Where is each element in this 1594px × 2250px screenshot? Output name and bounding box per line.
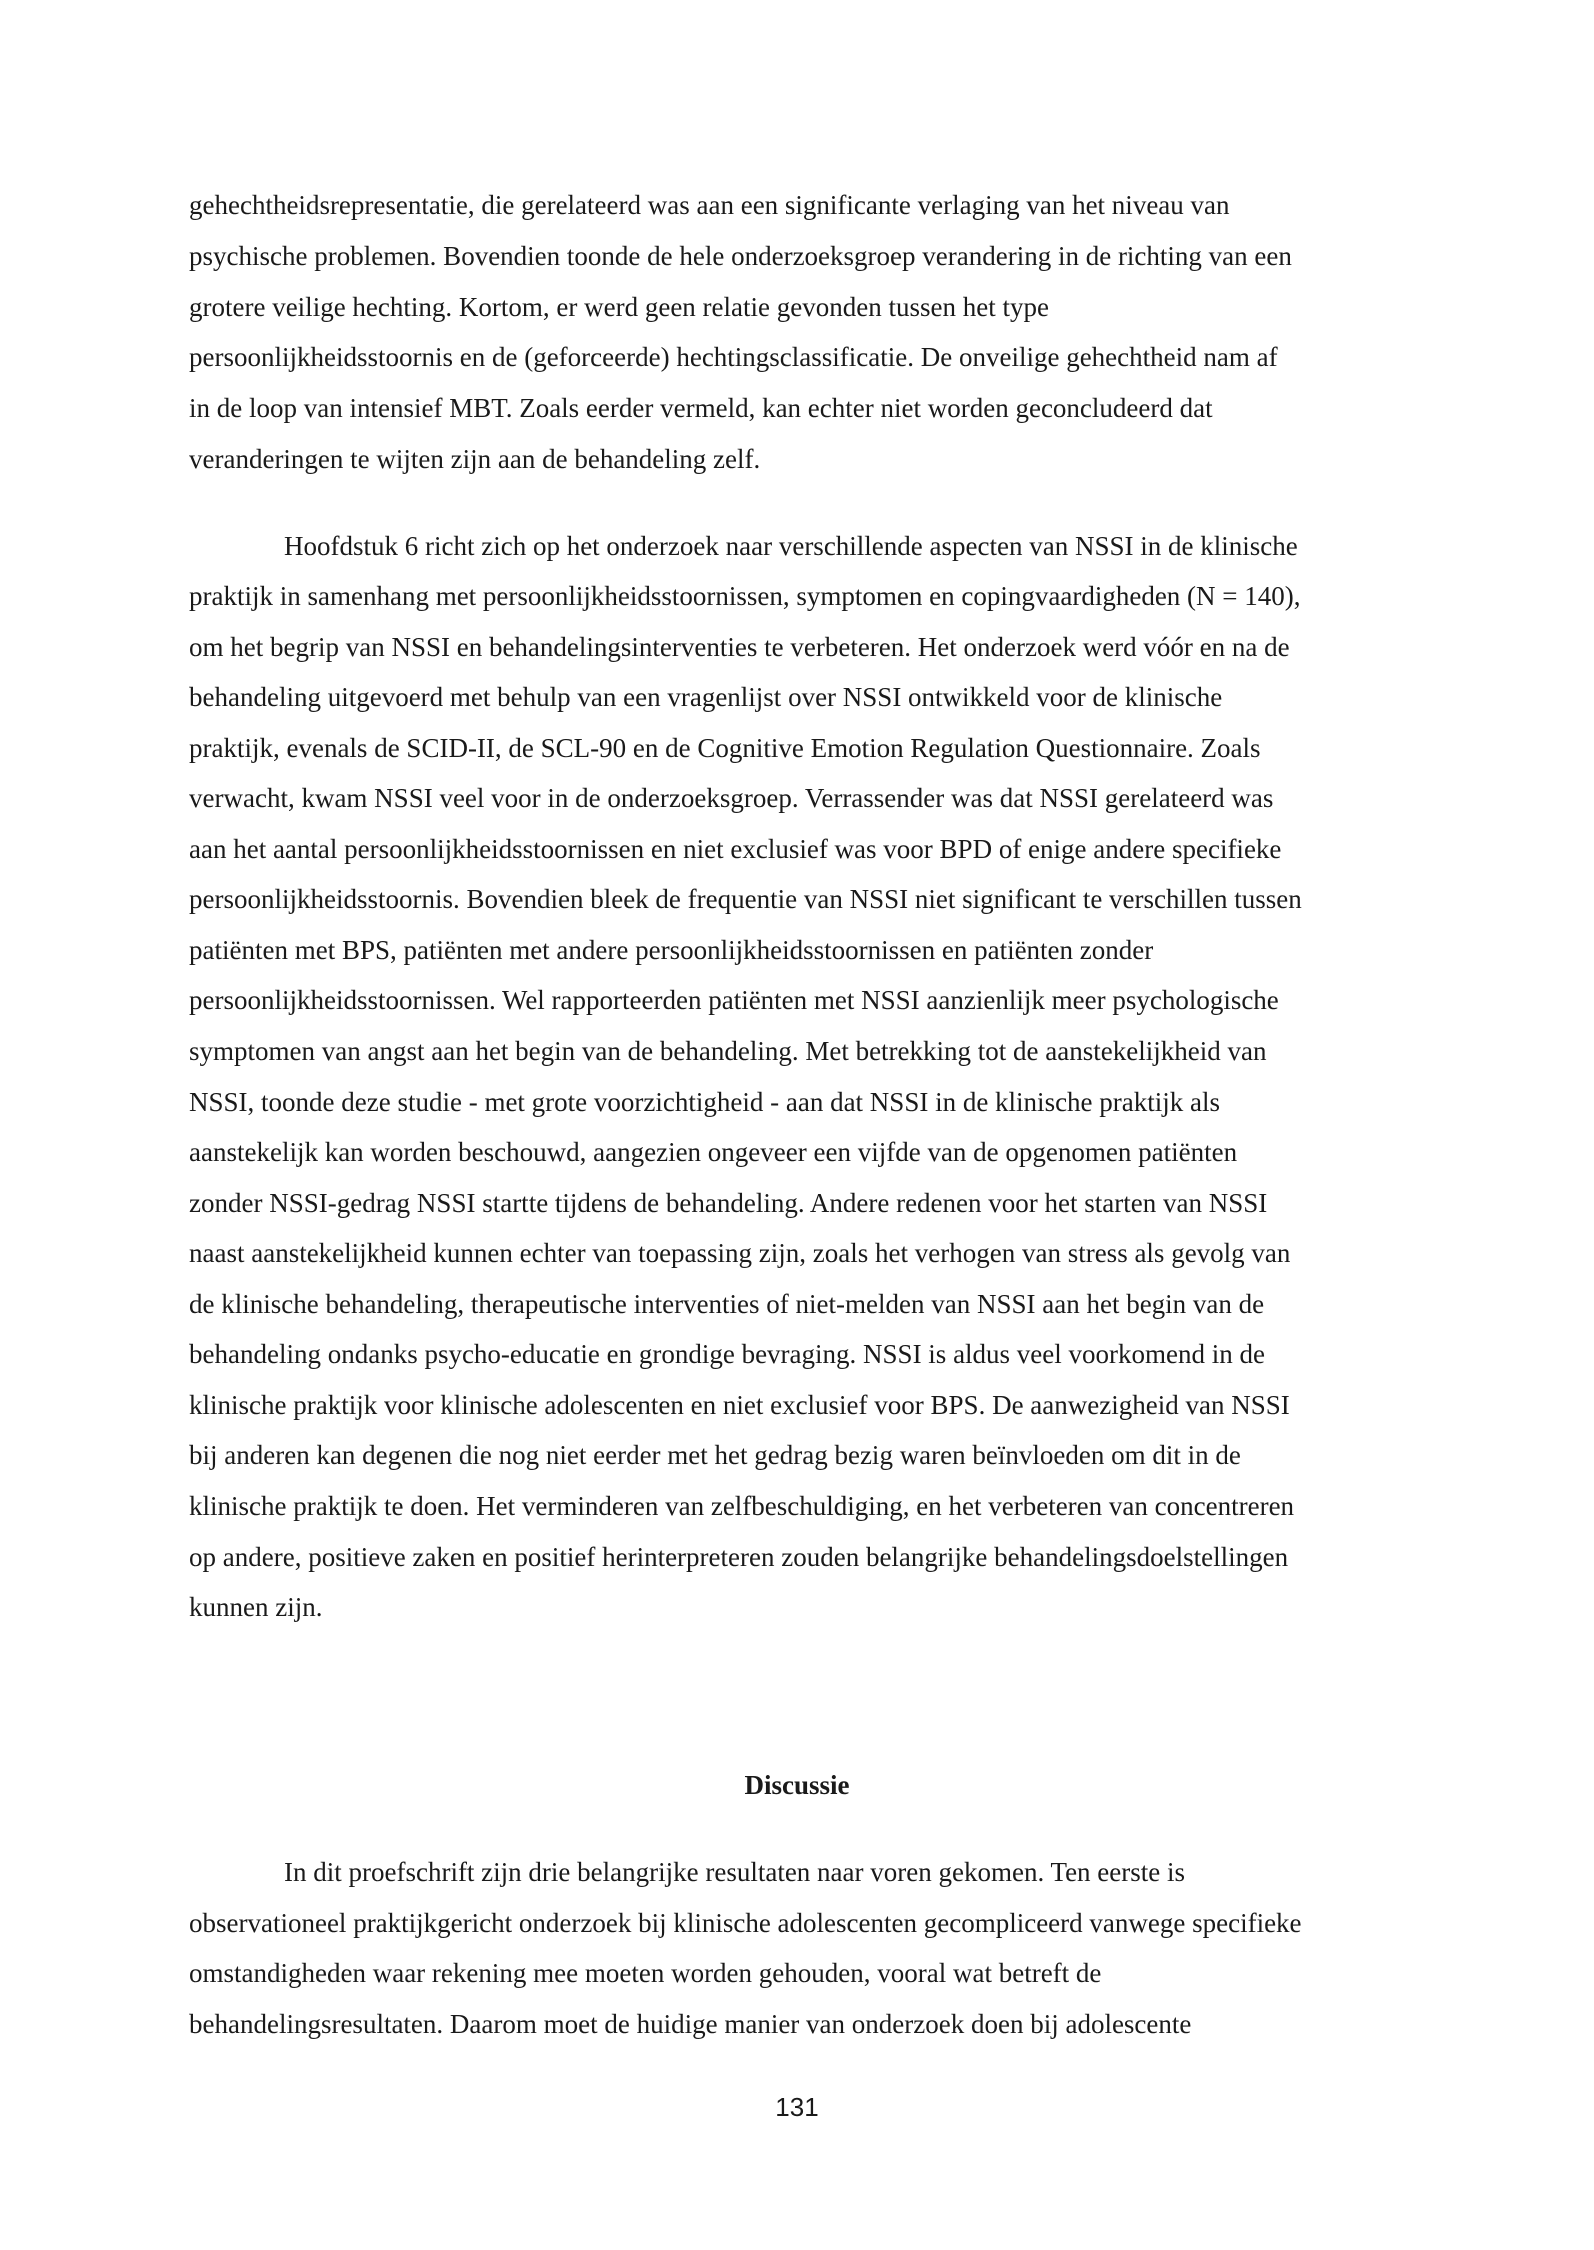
text-line: grotere veilige hechting. Kortom, er werd geen relatie gevonden tussen het type <box>189 292 1049 322</box>
text-line: persoonlijkheidsstoornis. Bovendien bleek de frequentie van NSSI niet significant te verschillen tussen <box>189 884 1302 914</box>
text-line: om het begrip van NSSI en behandelingsinterventies te verbeteren. Het onderzoek werd vóór en na de <box>189 632 1290 662</box>
text-line: veranderingen te wijten zijn aan de behandeling zelf. <box>189 444 761 474</box>
text-line: klinische praktijk te doen. Het verminderen van zelfbeschuldiging, en het verbeteren van concentreren <box>189 1491 1295 1521</box>
text-line: behandeling uitgevoerd met behulp van een vragenlijst over NSSI ontwikkeld voor de klinische <box>189 682 1223 712</box>
text-line: aan het aantal persoonlijkheidsstoornissen en niet exclusief was voor BPD of enige andere specifieke <box>189 834 1282 864</box>
text-line: praktijk, evenals de SCID-II, de SCL-90 en de Cognitive Emotion Regulation Questionnaire. Zoals <box>189 733 1261 763</box>
text-line: NSSI, toonde deze studie - met grote voorzichtigheid - aan dat NSSI in de klinische praktijk als <box>189 1087 1221 1117</box>
text-line: Hoofdstuk 6 richt zich op het onderzoek naar verschillende aspecten van NSSI in de klinische <box>284 531 1298 561</box>
text-line: psychische problemen. Bovendien toonde de hele onderzoeksgroep verandering in de richting van een <box>189 241 1292 271</box>
text-line: naast aanstekelijkheid kunnen echter van toepassing zijn, zoals het verhogen van stress als gevolg van <box>189 1238 1291 1268</box>
text-line: symptomen van angst aan het begin van de behandeling. Met betrekking tot de aanstekelijkheid van <box>189 1036 1267 1066</box>
text-line: omstandigheden waar rekening mee moeten worden gehouden, vooral wat betreft de <box>189 1958 1102 1988</box>
text-line: verwacht, kwam NSSI veel voor in de onderzoeksgroep. Verrassender was dat NSSI gerelateerd was <box>189 783 1274 813</box>
text-line: observationeel praktijkgericht onderzoek bij klinische adolescenten gecompliceerd vanwege specifieke <box>189 1908 1302 1938</box>
section-heading: Discussie <box>744 1770 850 1800</box>
text-line: In dit proefschrift zijn drie belangrijke resultaten naar voren gekomen. Ten eerste is <box>284 1857 1186 1887</box>
page-number: 131 <box>775 2092 819 2122</box>
text-line: in de loop van intensief MBT. Zoals eerder vermeld, kan echter niet worden geconcludeerd dat <box>189 393 1213 423</box>
text-line: zonder NSSI-gedrag NSSI startte tijdens de behandeling. Andere redenen voor het starten van NSSI <box>189 1188 1268 1218</box>
text-line: bij anderen kan degenen die nog niet eerder met het gedrag bezig waren beïnvloeden om dit in de <box>189 1440 1241 1470</box>
text-line: klinische praktijk voor klinische adolescenten en niet exclusief voor BPS. De aanwezigheid van NSSI <box>189 1390 1290 1420</box>
text-line: aanstekelijk kan worden beschouwd, aangezien ongeveer een vijfde van de opgenomen patiënten <box>189 1137 1238 1167</box>
text-line: patiënten met BPS, patiënten met andere persoonlijkheidsstoornissen en patiënten zonder <box>189 935 1154 965</box>
text-line: kunnen zijn. <box>189 1592 323 1622</box>
text-line: persoonlijkheidsstoornis en de (geforceerde) hechtingsclassificatie. De onveilige gehechtheid nam af <box>189 342 1278 372</box>
text-line: praktijk in samenhang met persoonlijkheidsstoornissen, symptomen en copingvaardigheden (N = 140), <box>189 581 1301 611</box>
text-line: op andere, positieve zaken en positief herinterpreteren zouden belangrijke behandelingsdoelstellingen <box>189 1542 1289 1572</box>
text-line: behandelingsresultaten. Daarom moet de huidige manier van onderzoek doen bij adolescente <box>189 2009 1192 2039</box>
text-line: persoonlijkheidsstoornissen. Wel rapporteerden patiënten met NSSI aanzienlijk meer psychologische <box>189 985 1279 1015</box>
text-line: de klinische behandeling, therapeutische interventies of niet-melden van NSSI aan het begin van de <box>189 1289 1265 1319</box>
text-line: behandeling ondanks psycho-educatie en grondige bevraging. NSSI is aldus veel voorkomend in de <box>189 1339 1265 1369</box>
text-line: gehechtheidsrepresentatie, die gerelateerd was aan een significante verlaging van het niveau van <box>189 190 1230 220</box>
